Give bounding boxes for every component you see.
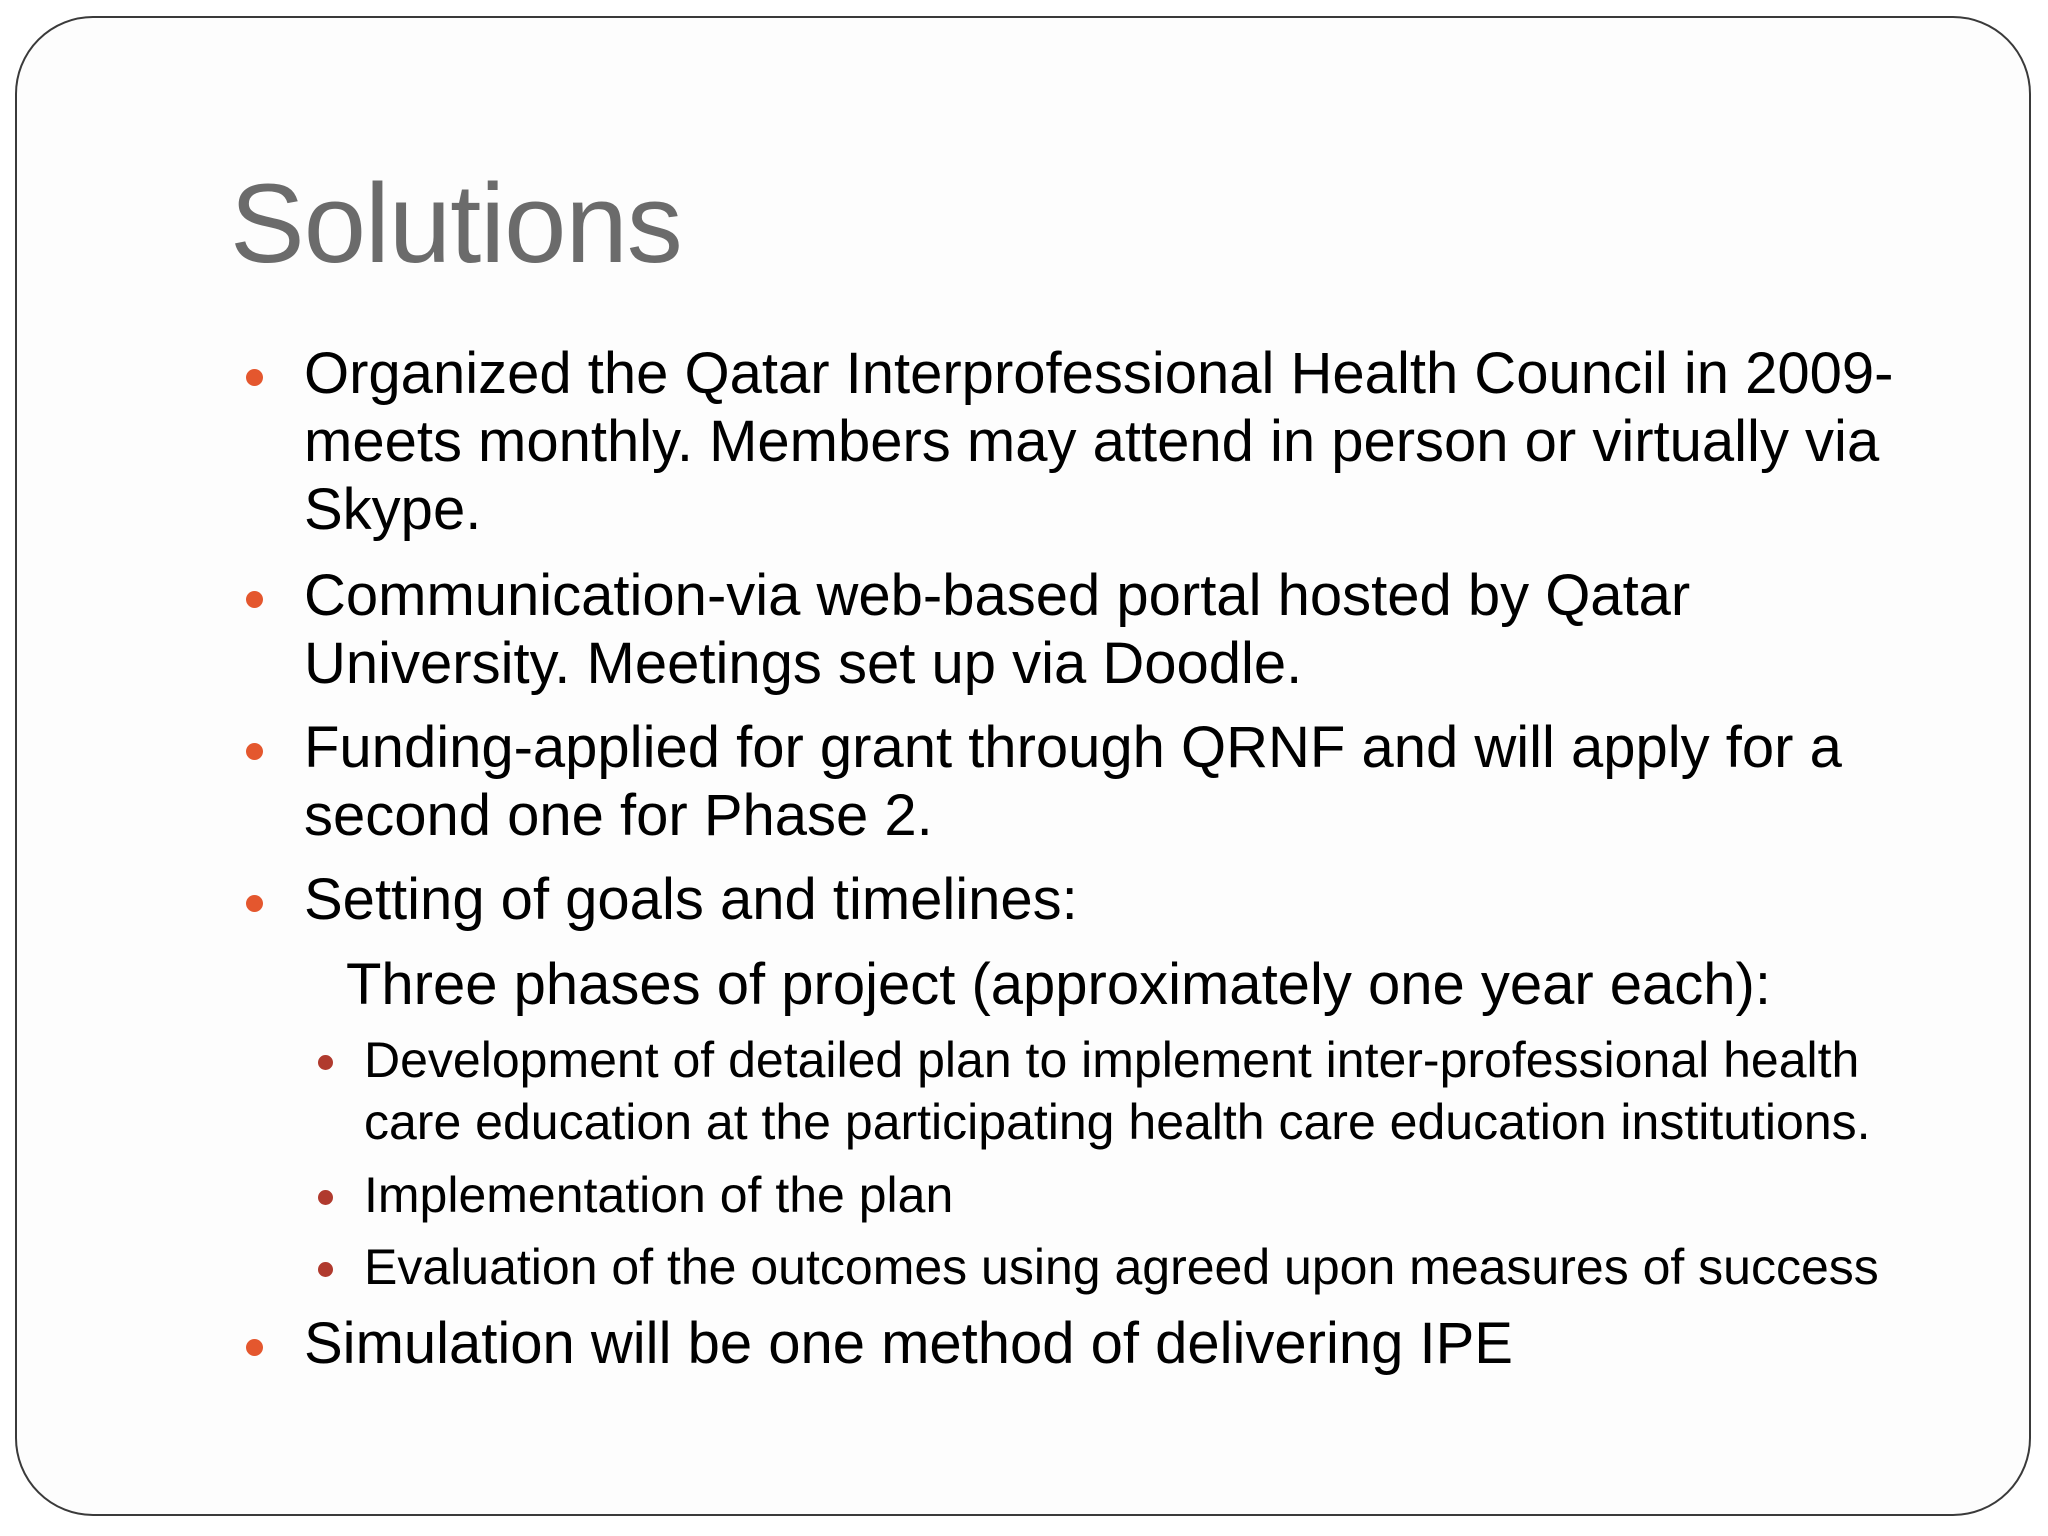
bullet-text: Funding-applied for grant through QRNF and will apply for a second one for Phase 2. bbox=[304, 715, 1842, 848]
bullet-icon bbox=[246, 591, 263, 608]
slide-title: Solutions bbox=[230, 161, 682, 286]
sub-bullet-text: Implementation of the plan bbox=[364, 1167, 954, 1223]
sub-bullet-text: Development of detailed plan to implement inter-professional health care education at the participating health care education institutions. bbox=[364, 1032, 1871, 1150]
bullet-text: Organized the Qatar Interprofessional Health Council in 2009-meets monthly. Members may attend in person or virtually via Skype. bbox=[304, 341, 1894, 542]
sub-bullet-text: Evaluation of the outcomes using agreed upon measures of success bbox=[364, 1239, 1879, 1295]
slide bbox=[15, 16, 2031, 1516]
bullet-icon bbox=[246, 369, 263, 386]
bullet-text: Communication-via web-based portal hosted by Qatar University. Meetings set up via Doodle. bbox=[304, 563, 1691, 696]
sub-bullet-item bbox=[227, 1164, 1947, 1226]
sub-bullet-icon bbox=[318, 1262, 333, 1277]
bullet-item bbox=[227, 866, 1947, 934]
bullet-icon bbox=[246, 1339, 263, 1356]
bullet-item bbox=[227, 340, 1947, 544]
bullet-item bbox=[227, 562, 1947, 698]
sub-bullet-icon bbox=[318, 1055, 333, 1070]
sub-bullet-icon bbox=[318, 1190, 333, 1205]
sub-bullet-item bbox=[227, 1236, 1947, 1298]
bullet-icon bbox=[246, 895, 263, 912]
bullet-item bbox=[227, 714, 1947, 850]
bullet-item bbox=[227, 1310, 1947, 1378]
phases-heading: Three phases of project (approximately one year each): bbox=[346, 952, 1771, 1017]
bullet-text: Simulation will be one method of delivering IPE bbox=[304, 1311, 1513, 1376]
bullet-icon bbox=[246, 743, 263, 760]
bullet-list bbox=[227, 340, 1947, 1378]
bullet-text: Setting of goals and timelines: bbox=[304, 867, 1078, 932]
sub-bullet-item bbox=[227, 1029, 1947, 1153]
